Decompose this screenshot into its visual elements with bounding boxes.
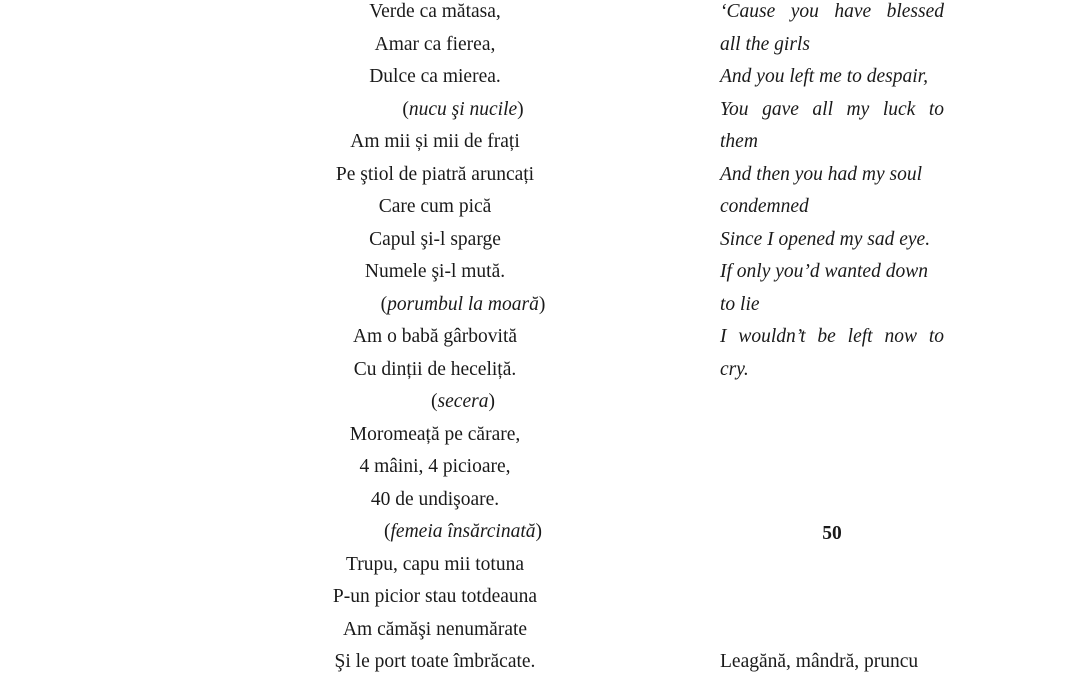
riddle-line: Pe ştiol de piatră aruncați <box>335 163 535 185</box>
riddle-line: Moromeață pe cărare, <box>349 423 521 445</box>
riddle-line: Şi le port toate îmbrăcate. <box>334 651 536 672</box>
riddle-line: P-un picior stau totdeauna <box>332 586 538 607</box>
riddle-answer: (secera) <box>431 391 495 412</box>
riddle-answer: (femeia însărcinată) <box>384 521 542 542</box>
riddle-line: Am o babă gârbovită <box>352 326 518 347</box>
riddle-line: 40 de undişoare. <box>370 488 500 510</box>
translation-line: cry. <box>720 358 749 380</box>
page-number: 50 <box>822 523 842 544</box>
translation-line: And then you had my soul <box>720 163 923 185</box>
riddle-line: Dulce ca mierea. <box>369 66 501 87</box>
translation-line: to lie <box>720 293 760 315</box>
riddle-line: Care cum pică <box>378 196 492 217</box>
riddle-line: Cu dinții de heceliță. <box>353 358 517 380</box>
riddle-answer: (porumbul la moară) <box>380 293 546 315</box>
translation-line: And you left me to despair, <box>720 66 928 87</box>
next-verse-line: Leagănă, mândră, pruncu <box>720 651 919 672</box>
translation-line: condemned <box>720 196 809 217</box>
translation-line: I wouldn’t be left now to <box>720 326 944 347</box>
translation-line: all the girls <box>720 33 810 55</box>
translation-line: If only you’d wanted down <box>720 261 928 282</box>
riddle-line: Trupu, capu mii totuna <box>345 553 525 575</box>
riddle-line: Am mii și mii de frați <box>350 131 520 152</box>
riddle-line: Numele şi-l mută. <box>364 261 506 282</box>
riddle-line: Verde ca mătasa, <box>369 1 501 22</box>
riddle-line: Am cămăşi nenumărate <box>342 618 528 640</box>
translation-line: Since I opened my sad eye. <box>720 228 931 250</box>
riddle-answer: (nucu şi nucile) <box>402 98 524 120</box>
riddle-line: 4 mâini, 4 picioare, <box>359 456 511 477</box>
riddle-line: Amar ca fierea, <box>374 33 496 55</box>
translation-line: ‘Cause you have blessed <box>720 1 944 22</box>
riddle-line: Capul şi-l sparge <box>369 228 501 250</box>
translation-line: them <box>720 131 758 152</box>
translation-line: You gave all my luck to <box>720 98 944 120</box>
